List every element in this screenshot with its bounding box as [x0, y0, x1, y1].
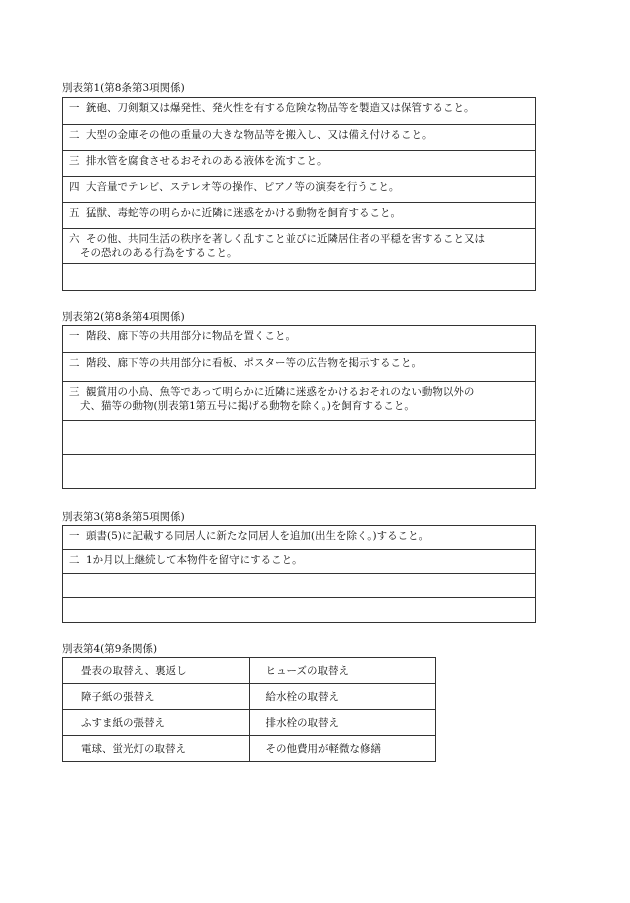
row-text: 排水管を腐食させるおそれのある液体を流すこと。: [86, 155, 328, 167]
table1-row: [63, 125, 535, 151]
row-number: 二: [69, 554, 80, 566]
table1-empty-row: [63, 264, 535, 290]
table4-cell: ヒューズの取替え: [249, 658, 436, 684]
table2: [62, 325, 536, 489]
table4-row: [63, 684, 436, 710]
table2-row: [63, 353, 535, 382]
row-text-continued: その恐れのある行為をすること。: [80, 247, 238, 259]
row-text-continued: 犬、猫等の動物(別表第1第五号に掲げる動物を除く。)を飼育すること。: [80, 400, 415, 412]
table1-title: 別表第1(第8条第3項関係): [62, 82, 185, 94]
table1-row: [63, 203, 535, 229]
table1: [62, 97, 536, 291]
table4-cell: 給水栓の取替え: [249, 684, 436, 710]
row-number: 二: [69, 129, 80, 141]
row-text: 頭書(5)に記載する同居人に新たな同居人を追加(出生を除く。)すること。: [86, 530, 430, 542]
row-text: 銃砲、刀剣類又は爆発性、発火性を有する危険な物品等を製造又は保管すること。: [86, 102, 475, 114]
table3-empty-row: [63, 598, 535, 622]
table3: [62, 525, 536, 623]
row-text: 猛獣、毒蛇等の明らかに近隣に迷惑をかける動物を飼育すること。: [86, 207, 401, 219]
table4-row: [63, 658, 436, 684]
row-text: 観賞用の小鳥、魚等であって明らかに近隣に迷惑をかけるおそれのない動物以外の: [86, 386, 475, 398]
table4-cell: 排水栓の取替え: [249, 710, 436, 736]
row-number: 四: [69, 181, 80, 193]
table1-row: [63, 151, 535, 177]
row-number: 六: [69, 233, 80, 245]
table1-row: [63, 229, 535, 264]
table4-cell: 畳表の取替え、裏返し: [63, 658, 250, 684]
table3-row: [63, 526, 535, 550]
table4-row: [63, 736, 436, 762]
table4-row: [63, 710, 436, 736]
table3-row: [63, 550, 535, 574]
row-number: 二: [69, 357, 80, 369]
table4-title: 別表第4(第9条関係): [62, 643, 158, 655]
row-text: 1か月以上継続して本物件を留守にすること。: [86, 554, 303, 566]
table1-row: [63, 98, 535, 125]
table4-cell: ふすま紙の張替え: [63, 710, 250, 736]
table4: [62, 657, 436, 762]
table2-empty-row: [63, 421, 535, 455]
table3-empty-row: [63, 574, 535, 598]
table2-row: [63, 326, 535, 353]
row-number: 一: [69, 530, 80, 542]
row-text: 階段、廊下等の共用部分に看板、ポスター等の広告物を掲示すること。: [86, 357, 422, 369]
row-number: 三: [69, 155, 80, 167]
table4-cell: 電球、蛍光灯の取替え: [63, 736, 250, 762]
row-number: 五: [69, 207, 80, 219]
table2-title: 別表第2(第8条第4項関係): [62, 311, 185, 323]
table2-row: [63, 382, 535, 421]
table2-empty-row: [63, 455, 535, 488]
row-number: 一: [69, 102, 80, 114]
row-text: 階段、廊下等の共用部分に物品を置くこと。: [86, 330, 296, 342]
row-number: 一: [69, 330, 80, 342]
table1-row: [63, 177, 535, 203]
row-number: 三: [69, 386, 80, 398]
row-text: 大型の金庫その他の重量の大きな物品等を搬入し、又は備え付けること。: [86, 129, 433, 141]
table4-cell: その他費用が軽微な修繕: [249, 736, 436, 762]
table3-title: 別表第3(第8条第5項関係): [62, 511, 185, 523]
row-text: その他、共同生活の秩序を著しく乱すこと並びに近隣居住者の平穏を害すること又は: [86, 233, 485, 245]
table4-cell: 障子紙の張替え: [63, 684, 250, 710]
row-text: 大音量でテレビ、ステレオ等の操作、ピアノ等の演奏を行うこと。: [86, 181, 400, 193]
